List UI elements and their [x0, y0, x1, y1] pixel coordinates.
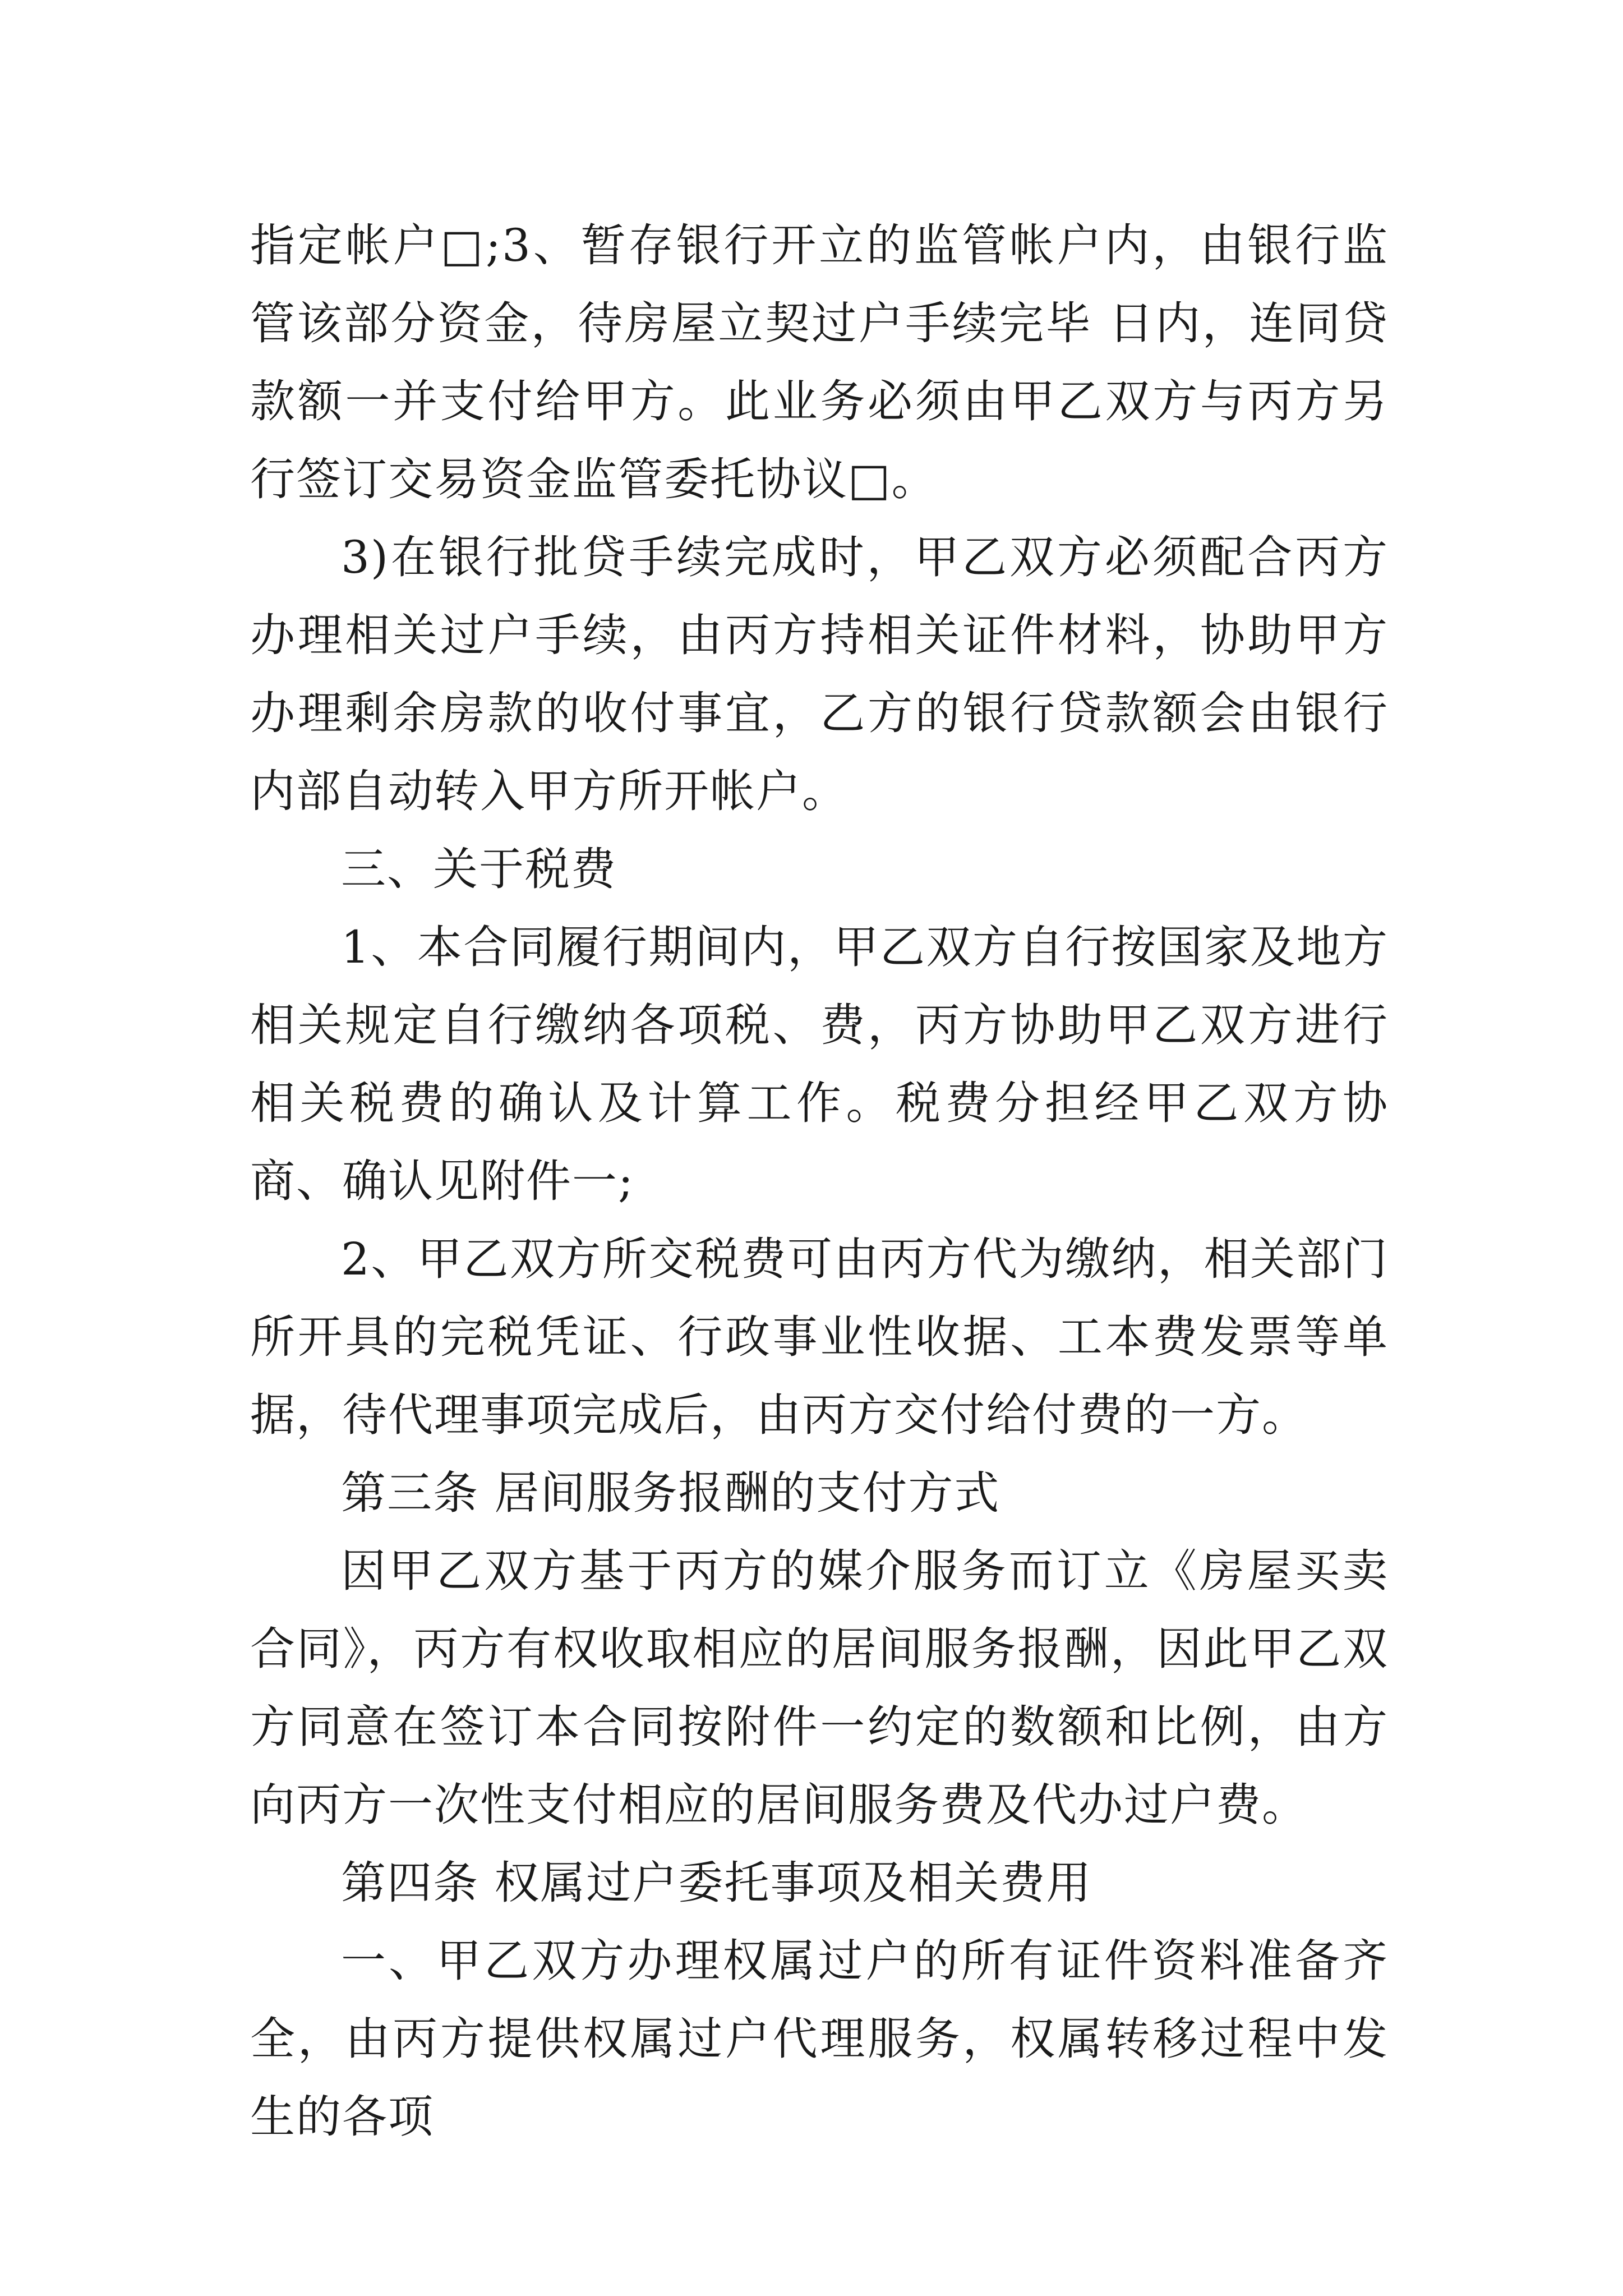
paragraph-title-transfer: 一、甲乙双方办理权属过户的所有证件资料准备齐全，由丙方提供权属过户代理服务，权属转移过程中发生的各项	[250, 1935, 1389, 2143]
section-heading-taxes: 三、关于税费	[341, 843, 617, 895]
article-heading-3: 第三条 居间服务报酬的支付方式	[341, 1467, 1000, 1519]
paragraph-brokerage-fee: 因甲乙双方基于丙方的媒介服务而订立《房屋买卖合同》，丙方有权收取相应的居间服务报酬，因此甲乙双方同意在签订本合同按附件一约定的数额和比例，由方向丙方一次性支付相应的居间服务费及代办过户费。	[250, 1545, 1389, 1831]
article-heading-4: 第四条 权属过户委托事项及相关费用	[341, 1857, 1092, 1909]
paragraph-loan-approval: 3)在银行批贷手续完成时，甲乙双方必须配合丙方办理相关过户手续，由丙方持相关证件材料，协助甲方办理剩余房款的收付事宜，乙方的银行贷款额会由银行内部自动转入甲方所开帐户。	[250, 531, 1389, 817]
paragraph-tax-receipts: 2、甲乙双方所交税费可由丙方代为缴纳，相关部门所开具的完税凭证、行政事业性收据、工本费发票等单据，待代理事项完成后，由丙方交付给付费的一方。	[250, 1233, 1389, 1441]
document-body	[250, 206, 1389, 2156]
paragraph-tax-payment: 1、本合同履行期间内，甲乙双方自行按国家及地方相关规定自行缴纳各项税、费，丙方协助甲乙双方进行相关税费的确认及计算工作。税费分担经甲乙双方协商、确认见附件一;	[250, 921, 1389, 1207]
paragraph-account-supervision: 指定帐户□;3、暂存银行开立的监管帐户内，由银行监管该部分资金，待房屋立契过户手续完毕 日内，连同贷款额一并支付给甲方。此业务必须由甲乙双方与丙方另行签订交易资金监管委托协议□。	[250, 219, 1389, 505]
